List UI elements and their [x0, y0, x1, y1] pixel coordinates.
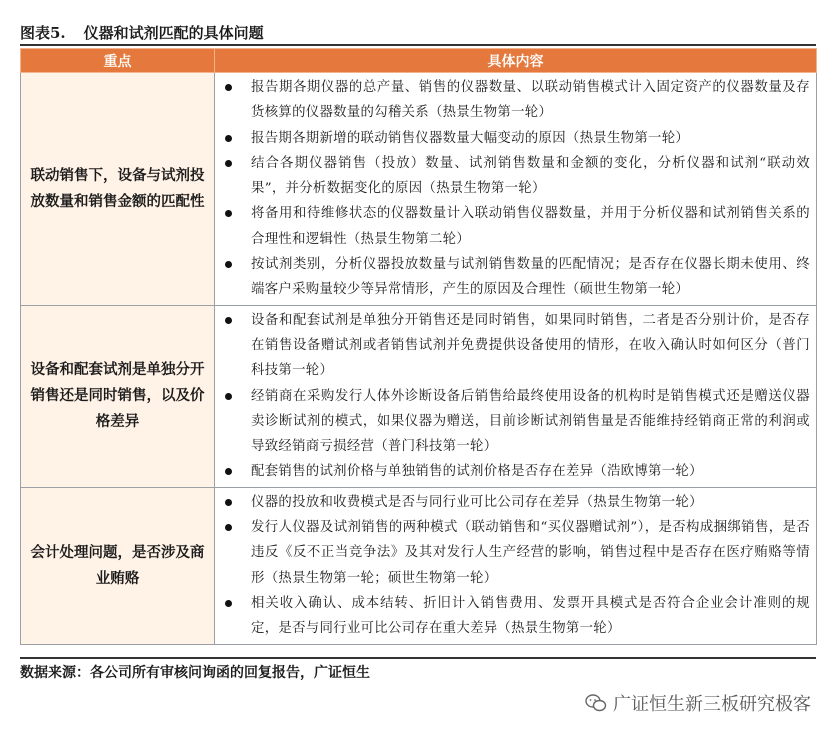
bullet-icon [225, 393, 232, 400]
row-content [215, 73, 817, 306]
watermark-text: 广证恒生新三板研究极客 [613, 694, 811, 715]
list-item [219, 515, 810, 591]
item-text: 发行人仪器及试剂销售的两种模式（联动销售和“买仪器赠试剂”），是否构成捆绑销售，是否违反《反不正当竞争法》及其对发行人生产经营的影响，销售过程中是否存在医疗贿赂等情形（热景生物第一轮；硕世生物第一轮） [251, 520, 810, 586]
item-text: 经销商在采购发行人体外诊断设备后销售给最终使用设备的机构时是销售模式还是赠送仪器卖诊断试剂的模式，如果仪器为赠送，目前诊断试剂销售量是否能维持经销商正常的利润或导致经销商亏损经营（普门科技第一轮） [251, 388, 810, 455]
bullet-icon [225, 261, 232, 268]
bottom-rule [20, 657, 816, 659]
list-item [219, 308, 810, 384]
bullet-icon [225, 600, 232, 607]
item-text: 按试剂类别，分析仪器投放数量与试剂销售数量的匹配情况；是否存在仪器长期未使用、终端客户采购量较少等异常情形，产生的原因及合理性（硕世生物第一轮） [251, 257, 810, 298]
header-content: 具体内容 [215, 49, 817, 73]
figure-number: 图表5. [20, 24, 66, 42]
bullet-icon [225, 135, 232, 142]
list-item [219, 151, 810, 202]
bullet-icon [225, 84, 232, 91]
row-content [215, 305, 817, 487]
row-topic: 设备和配套试剂是单独分开销售还是同时销售，以及价格差异 [21, 305, 215, 487]
row-content [215, 487, 817, 644]
item-text: 配套销售的试剂价格与单独销售的试剂价格是否存在差异（浩欧博第一轮） [251, 464, 703, 480]
list-item [219, 384, 810, 460]
item-text: 报告期各期新增的联动销售仪器数量大幅变动的原因（热景生物第一轮） [251, 130, 690, 146]
data-source-note: 数据来源：各公司所有审核问询函的回复报告，广证恒生 [20, 665, 370, 681]
bullet-icon [225, 160, 232, 167]
row-topic: 会计处理问题，是否涉及商业贿赂 [21, 487, 215, 644]
list-item [219, 75, 810, 126]
list-item [219, 490, 810, 515]
table-row [21, 73, 817, 306]
figure-caption [20, 22, 264, 43]
figure-title: 仪器和试剂匹配的具体问题 [83, 24, 264, 42]
item-text: 设备和配套试剂是单独分开销售还是同时销售，如果同时销售，二者是否分别计价，是否存在销售设备赠试剂或者销售试剂并免费提供设备使用的情形，在收入确认时如何区分（普门科技第一轮） [251, 312, 810, 379]
row-topic: 联动销售下，设备与试剂投放数量和销售金额的匹配性 [21, 73, 215, 306]
item-text: 结合各期仪器销售（投放）数量、试剂销售数量和金额的变化，分析仪器和试剂“联动效果”，并分析数据变化的原因（热景生物第一轮） [251, 155, 810, 197]
item-text: 相关收入确认、成本结转、折旧计入销售费用、发票开具模式是否符合企业会计准则的规定，是否与同行业可比公司存在重大差异（热景生物第一轮） [251, 595, 810, 637]
item-text: 报告期各期仪器的总产量、销售的仪器数量、以联动销售模式计入固定资产的仪器数量及存货核算的仪器数量的勾稽关系（热景生物第一轮） [251, 80, 810, 121]
item-text: 将备用和待维修状态的仪器数量计入联动销售仪器数量，并用于分析仪器和试剂销售关系的合理性和逻辑性（热景生物第二轮） [251, 206, 810, 247]
watermark [585, 690, 811, 716]
list-item [219, 126, 810, 151]
bullet-icon [225, 468, 232, 475]
matching-issues-table [20, 48, 817, 645]
bullet-icon [225, 524, 232, 531]
wechat-icon [585, 693, 607, 713]
list-item [219, 459, 810, 484]
list-item [219, 591, 810, 642]
top-rule [20, 44, 816, 46]
header-key: 重点 [21, 49, 215, 73]
table-row [21, 305, 817, 487]
bullet-icon [225, 499, 232, 506]
bullet-icon [225, 210, 232, 217]
list-item [219, 252, 810, 303]
bullet-icon [225, 317, 232, 324]
list-item [219, 201, 810, 252]
item-text: 仪器的投放和收费模式是否与同行业可比公司存在差异（热景生物第一轮） [251, 494, 703, 510]
table-row [21, 487, 817, 644]
table-header-row [21, 49, 817, 73]
